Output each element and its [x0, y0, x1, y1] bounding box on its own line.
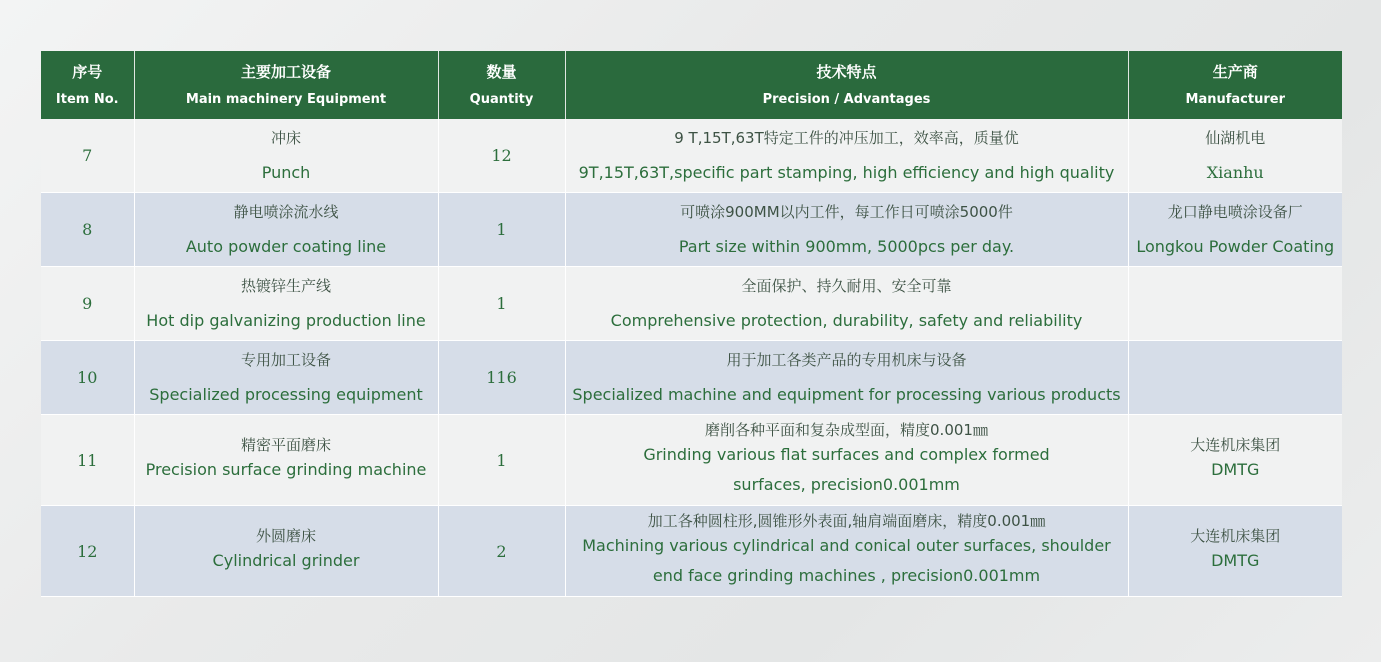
- cell-advantages: 用于加工各类产品的专用机床与设备 Specialized machine and equipment for processing various products: [565, 341, 1128, 415]
- cell-item-no: 8: [41, 193, 134, 267]
- table-row: [41, 506, 1342, 597]
- cell-item-no: 10: [41, 341, 134, 415]
- cell-manufacturer: 龙口静电喷涂设备厂 Longkou Powder Coating: [1128, 193, 1342, 267]
- table-row: [41, 119, 1342, 193]
- cell-item-no: 12: [41, 506, 134, 597]
- table-row: [41, 193, 1342, 267]
- cell-quantity: 1: [438, 193, 565, 267]
- header-item-no: 序号 Item No.: [41, 51, 134, 119]
- cell-quantity: 12: [438, 119, 565, 193]
- cell-item-no: 11: [41, 415, 134, 506]
- cell-advantages: 可喷涂900MM以内工件，每工作日可喷涂5000件 Part size within 900mm, 5000pcs per day.: [565, 193, 1128, 267]
- cell-equipment: 外圆磨床 Cylindrical grinder: [134, 506, 438, 597]
- table-header-row: [41, 51, 1342, 119]
- cell-manufacturer: 大连机床集团 DMTG: [1128, 415, 1342, 506]
- cell-quantity: 116: [438, 341, 565, 415]
- cell-quantity: 2: [438, 506, 565, 597]
- cell-manufacturer: 大连机床集团 DMTG: [1128, 506, 1342, 597]
- header-equipment: 主要加工设备 Main machinery Equipment: [134, 51, 438, 119]
- cell-quantity: 1: [438, 415, 565, 506]
- cell-item-no: 9: [41, 267, 134, 341]
- cell-item-no: 7: [41, 119, 134, 193]
- header-quantity: 数量 Quantity: [438, 51, 565, 119]
- cell-equipment: 热镀锌生产线 Hot dip galvanizing production line: [134, 267, 438, 341]
- cell-equipment: 冲床 Punch: [134, 119, 438, 193]
- cell-manufacturer: [1128, 341, 1342, 415]
- table-row: [41, 415, 1342, 506]
- cell-equipment: 专用加工设备 Specialized processing equipment: [134, 341, 438, 415]
- cell-advantages: 磨削各种平面和复杂成型面，精度0.001㎜ Grinding various flat surfaces and complex formed surfaces, precision0.001mm: [565, 415, 1128, 506]
- cell-advantages: 加工各种圆柱形,圆锥形外表面,轴肩端面磨床，精度0.001㎜ Machining various cylindrical and conical outer surfaces, shoulder end face grinding machines , precision0.001mm: [565, 506, 1128, 597]
- header-manufacturer: 生产商 Manufacturer: [1128, 51, 1342, 119]
- cell-advantages: 全面保护、持久耐用、安全可靠 Comprehensive protection, durability, safety and reliability: [565, 267, 1128, 341]
- table-row: [41, 267, 1342, 341]
- cell-equipment: 静电喷涂流水线 Auto powder coating line: [134, 193, 438, 267]
- header-advantages: 技术特点 Precision / Advantages: [565, 51, 1128, 119]
- equipment-table: [41, 51, 1342, 597]
- cell-manufacturer: 仙湖机电 Xianhu: [1128, 119, 1342, 193]
- table-row: [41, 341, 1342, 415]
- cell-quantity: 1: [438, 267, 565, 341]
- cell-advantages: 9 T,15T,63T特定工件的冲压加工，效率高，质量优 9T,15T,63T,specific part stamping, high efficiency and high quality: [565, 119, 1128, 193]
- equipment-table-container: [41, 51, 1342, 597]
- cell-manufacturer: [1128, 267, 1342, 341]
- cell-equipment: 精密平面磨床 Precision surface grinding machine: [134, 415, 438, 506]
